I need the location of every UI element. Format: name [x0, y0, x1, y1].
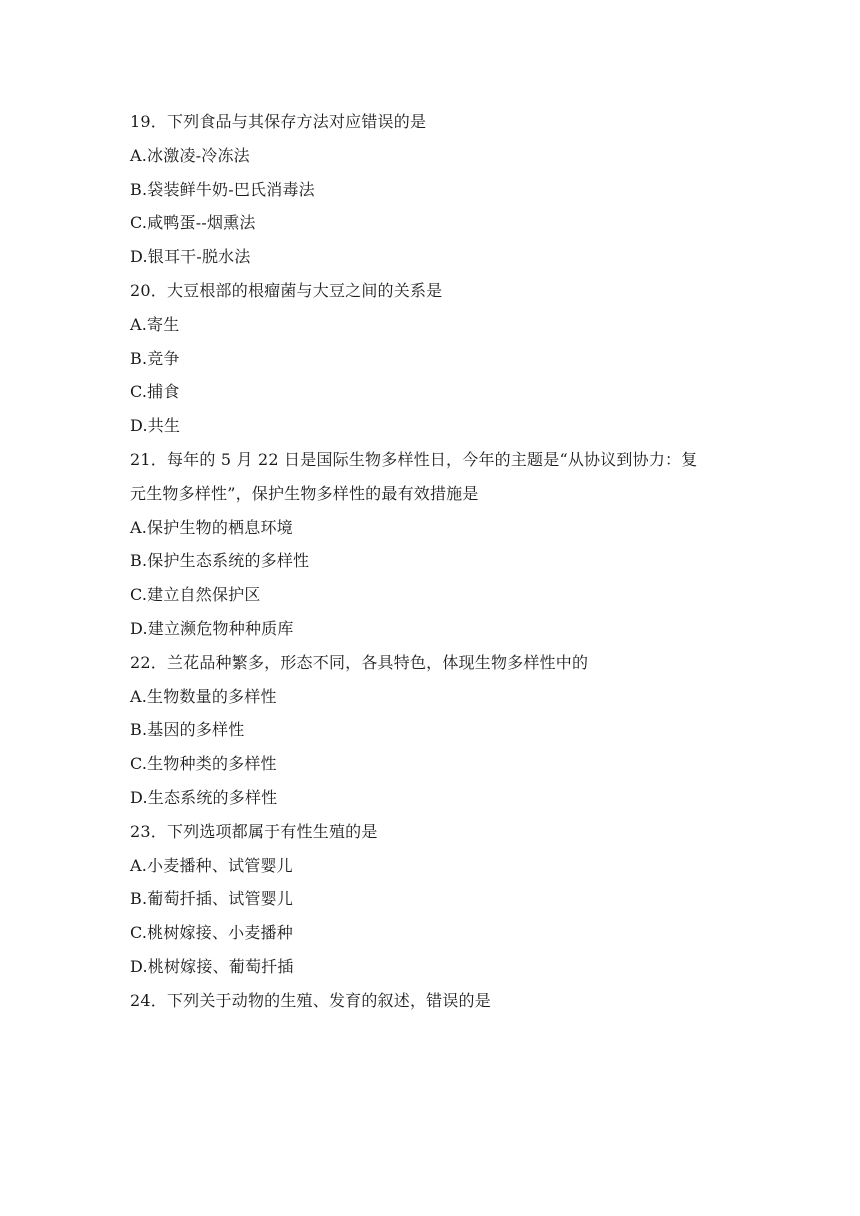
- option-d: D.建立濒危物种种质库: [130, 618, 294, 638]
- option-c: C.咸鸭蛋--烟熏法: [130, 213, 256, 233]
- option-b: B.葡萄扦插、试管婴儿: [130, 889, 294, 909]
- option-c: C.生物种类的多样性: [130, 754, 277, 774]
- question-stem: 24．下列关于动物的生殖、发育的叙述，错误的是: [130, 990, 491, 1010]
- question-stem: 22．兰花品种繁多，形态不同，各具特色，体现生物多样性中的: [130, 652, 589, 672]
- option-a: A.保护生物的栖息环境: [130, 517, 293, 537]
- option-b: B.基因的多样性: [130, 720, 245, 740]
- option-b: B.袋装鲜牛奶-巴氏消毒法: [130, 179, 315, 199]
- option-d: D.生态系统的多样性: [130, 787, 278, 807]
- question-stem-line-1: 21．每年的 5 月 22 日是国际生物多样性日，今年的主题是“从协议到协力：复: [130, 449, 698, 469]
- question-20: [130, 274, 750, 443]
- question-22: [130, 646, 750, 815]
- question-stem-line-2: 元生物多样性”，保护生物多样性的最有效措施是: [130, 483, 479, 503]
- option-a: A.小麦播种、试管婴儿: [130, 855, 293, 875]
- option-b: B.竞争: [130, 348, 180, 368]
- question-stem: 19．下列食品与其保存方法对应错误的是: [130, 112, 427, 131]
- option-d: D.银耳干-脱水法: [130, 247, 251, 267]
- option-d: D.桃树嫁接、葡萄扦插: [130, 956, 294, 976]
- option-d: D.共生: [130, 416, 181, 436]
- option-c: C.捕食: [130, 382, 180, 402]
- question-23: [130, 815, 750, 984]
- option-b: B.保护生态系统的多样性: [130, 551, 310, 571]
- question-stem: 23．下列选项都属于有性生殖的是: [130, 821, 378, 841]
- question-stem: 20．大豆根部的根瘤菌与大豆之间的关系是: [130, 280, 443, 300]
- option-c: C.桃树嫁接、小麦播种: [130, 923, 293, 943]
- question-24: [130, 984, 750, 1018]
- question-21: [130, 443, 750, 646]
- question-19: [130, 105, 750, 274]
- option-a: A.冰激凌-冷冻法: [130, 145, 250, 165]
- option-a: A.生物数量的多样性: [130, 686, 277, 706]
- question-list: [130, 105, 750, 1018]
- option-c: C.建立自然保护区: [130, 585, 261, 605]
- option-a: A.寄生: [130, 314, 180, 334]
